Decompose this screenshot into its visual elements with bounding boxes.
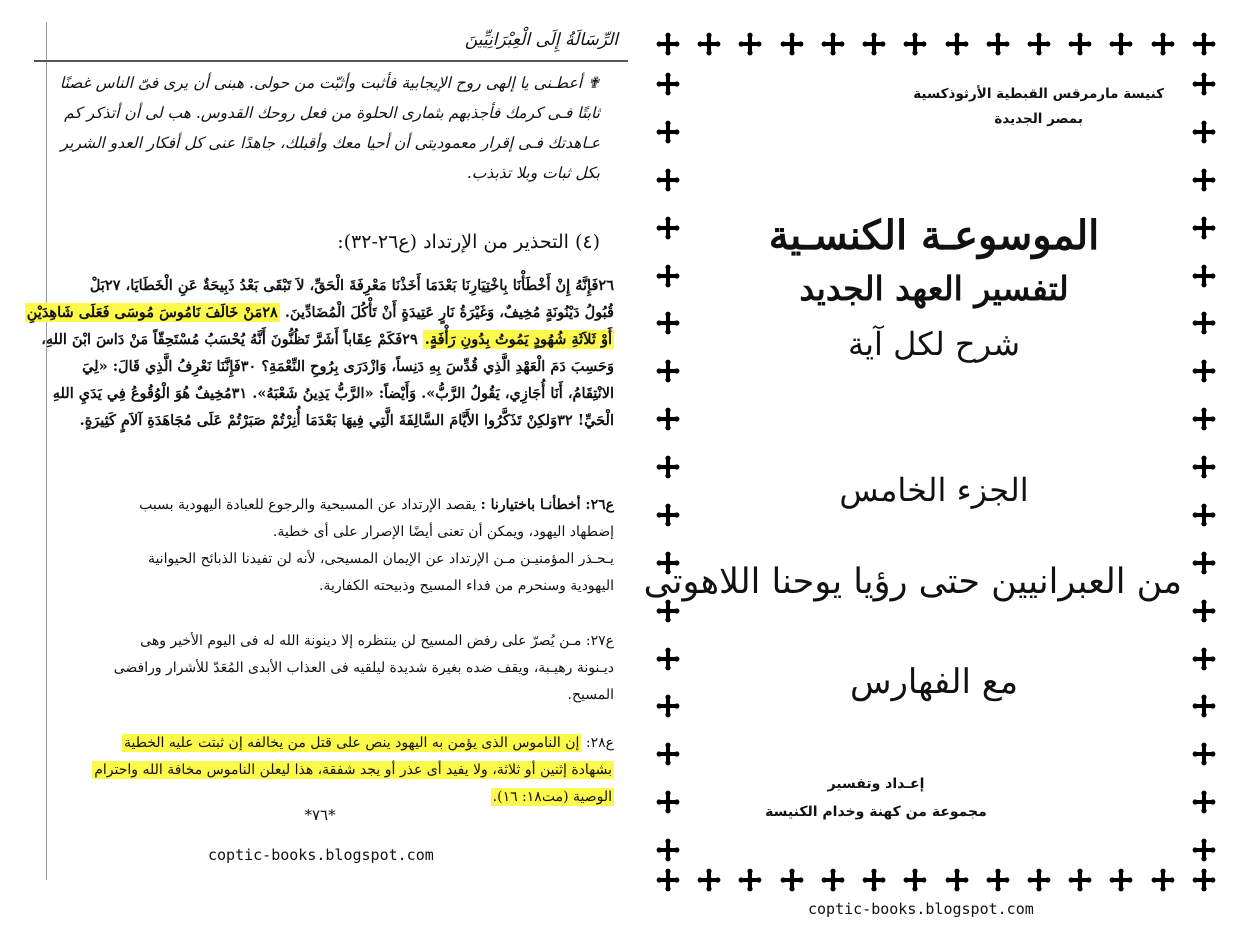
ornament-border-left <box>656 72 680 862</box>
ornament-border-top <box>656 32 1216 56</box>
coptic-cross-icon <box>1192 72 1216 96</box>
right-page <box>643 0 1242 942</box>
coptic-cross-icon <box>656 311 680 335</box>
coptic-cross-icon <box>656 72 680 96</box>
prepared-label: إعـداد وتفسير <box>827 776 925 792</box>
coptic-cross-icon <box>656 120 680 144</box>
sub-title: لتفسير العهد الجديد <box>799 269 1069 308</box>
coptic-cross-icon <box>656 838 680 862</box>
coptic-cross-icon <box>656 359 680 383</box>
commentary-line: يـحـذر المؤمنيـن مـن الإرتداد عن الإيمان المسيحى، لأنه لن تفيدنا الذبائح الحيوانية <box>147 551 614 567</box>
ornament-border-bottom <box>656 868 1216 892</box>
part-label: الجزء الخامس <box>839 471 1029 509</box>
main-title: الموسوعـة الكنسـية <box>768 212 1100 259</box>
prayer-paragraph <box>40 68 600 188</box>
books-range: من العبرانيين حتى رؤيا يوحنا اللاهوتى <box>643 562 1182 602</box>
coptic-cross-icon <box>656 216 680 240</box>
church-line: كنيسة مارمرقس القبطية الأرثوذكسية <box>913 86 1164 102</box>
running-head: الرِّسَالَةُ إِلَى الْعِبْرَانِيِّينَ <box>464 30 618 50</box>
header-rule <box>34 60 628 62</box>
coptic-cross-icon <box>1192 647 1216 671</box>
coptic-cross-icon <box>1192 32 1216 56</box>
coptic-cross-icon <box>1192 838 1216 862</box>
indexes-label: مع الفهارس <box>849 662 1019 702</box>
prepared-group: مجموعة من كهنة وخدام الكنيسة <box>765 804 987 820</box>
commentary-lead: ع٢٨: <box>581 735 614 751</box>
prayer-line: بكل ثبات وبلا تذبذب. <box>466 164 600 182</box>
coptic-cross-icon <box>1192 264 1216 288</box>
coptic-cross-icon <box>1192 868 1216 892</box>
coptic-cross-icon <box>1192 694 1216 718</box>
scripture-line: الْحَيِّ! ٣٢وَلكِنْ تَذَكَّرُوا الأَيَّامَ السَّالِفَةَ الَّتِي فِيهَا بَعْدَمَا أُنِرْتُمْ صَبَرْتُمْ عَلَى مُجَاهَدَةِ آلاَمٍ كَثِيرَةٍ. <box>79 412 614 429</box>
coptic-cross-icon <box>738 868 762 892</box>
commentary-line: ع٢٧: مـن يُصرّ على رفض المسيح لن ينتظره إلا دينونة الله له فى اليوم الأخير وهى <box>140 633 614 649</box>
coptic-cross-icon <box>1068 868 1092 892</box>
coptic-cross-icon <box>1192 407 1216 431</box>
coptic-cross-icon <box>656 503 680 527</box>
coptic-cross-icon <box>656 790 680 814</box>
coptic-cross-icon <box>1192 455 1216 479</box>
coptic-cross-icon <box>1192 120 1216 144</box>
coptic-cross-icon <box>1068 32 1092 56</box>
coptic-cross-icon <box>862 868 886 892</box>
commentary-line <box>30 492 614 519</box>
coptic-cross-icon <box>1027 868 1051 892</box>
coptic-cross-icon <box>656 264 680 288</box>
coptic-cross-icon <box>1192 503 1216 527</box>
commentary-line: ديـنونة رهيـبة، ويقف ضده بغيرة شديدة ليلقيه فى العذاب الأبدى المُعَدّ للأشرار ورافضى <box>113 660 614 676</box>
coptic-cross-icon <box>697 32 721 56</box>
coptic-cross-icon <box>780 868 804 892</box>
commentary-line <box>30 730 614 757</box>
coptic-cross-icon <box>1027 32 1051 56</box>
coptic-cross-icon <box>945 868 969 892</box>
church-name <box>913 82 1164 132</box>
coptic-cross-icon <box>1192 599 1216 623</box>
coptic-cross-icon <box>656 647 680 671</box>
coptic-cross-icon <box>1151 868 1175 892</box>
coptic-cross-icon <box>1192 216 1216 240</box>
ornament-border-right <box>1192 72 1216 862</box>
scripture-text: قُبُولُ دَيْنُونَةٍ مُخِيفٌ، وَغَيْرَةُ نَارٍ عَتِيدَةٍ أَنْ تَأْكُلَ الْمُضَادِّينَ. <box>284 304 614 321</box>
commentary-verse-27 <box>30 628 614 709</box>
prepared-by <box>736 770 1016 826</box>
coptic-cross-icon <box>656 32 680 56</box>
coptic-cross-icon <box>656 407 680 431</box>
coptic-cross-icon <box>986 32 1010 56</box>
coptic-cross-icon <box>780 32 804 56</box>
coptic-cross-icon <box>986 868 1010 892</box>
scripture-line: الانْتِقَامُ، أَنَا أُجَازِي، يَقُولُ الرَّبُّ». وَأَيْضاً: «الرَّبُّ يَدِينُ شَعْبَهُ». ٣١مُخِيفٌ هُوَ الْوُقُوعُ فِي يَدَيِ اللهِ <box>52 385 614 402</box>
coptic-cross-icon <box>656 742 680 766</box>
coptic-cross-icon <box>697 868 721 892</box>
section-title: (٤) التحذير من الإرتداد (ع٢٦-٣٢): <box>337 231 600 253</box>
explanation-caption: شرح لكل آية <box>847 325 1021 363</box>
commentary-line: المسيح. <box>567 687 614 703</box>
coptic-cross-icon <box>656 868 680 892</box>
coptic-cross-icon <box>1192 551 1216 575</box>
coptic-cross-icon <box>821 868 845 892</box>
coptic-cross-icon <box>1192 311 1216 335</box>
scripture-line <box>26 299 614 326</box>
coptic-cross-icon <box>1109 32 1133 56</box>
coptic-cross-icon <box>1192 790 1216 814</box>
coptic-cross-icon <box>1192 359 1216 383</box>
scripture-passage <box>26 272 614 434</box>
coptic-cross-icon <box>1109 868 1133 892</box>
highlighted-commentary: الوصية (مت١٨: ١٦). <box>492 789 612 805</box>
coptic-cross-icon <box>1192 742 1216 766</box>
watermark-text: coptic-books.blogspot.com <box>808 900 1034 918</box>
commentary-lead: ع٢٦: أخطأنـا باختيارنا : <box>480 497 614 513</box>
coptic-cross-icon <box>1192 168 1216 192</box>
scripture-text: ٢٩فَكَمْ عِقَاباً أَشَرَّ تَظُنُّونَ أَنَّهُ يُحْسَبُ مُسْتَحِقّاً مَنْ دَاسَ ابْنَ اللهِ، <box>41 331 418 348</box>
coptic-cross-icon <box>903 32 927 56</box>
prayer-line: ثابتًا فـى كرمك فأجذبهم بثمارى الحلوة من فعل روحك القدوس. هب لى أن أتذكر كم <box>64 104 600 122</box>
highlighted-verse: أَوْ ثَلاَثَةِ شُهُودٍ يَمُوتُ بِدُونِ رَأْفَةٍ. <box>424 331 612 348</box>
commentary-verse-26 <box>30 492 614 600</box>
coptic-cross-icon <box>656 694 680 718</box>
coptic-cross-icon <box>862 32 886 56</box>
coptic-cross-icon <box>945 32 969 56</box>
prayer-line: عـاهدتك فـى إقرار معموديتى أن أحيا معك وأقبلك، جاهدًا عنى كل أفكار العدو الشرير <box>60 134 600 152</box>
watermark-text: coptic-books.blogspot.com <box>208 846 434 864</box>
scripture-line: وَحَسِبَ دَمَ الْعَهْدِ الَّذِي قُدِّسَ بِهِ دَنِساً، وَازْدَرَى بِرُوحِ النِّعْمَةِ؟ ٣٠فَإِنَّنَا نَعْرِفُ الَّذِي قَالَ: «لِيَ <box>82 358 614 375</box>
coptic-cross-icon <box>656 455 680 479</box>
scripture-line <box>30 326 614 353</box>
coptic-cross-icon <box>738 32 762 56</box>
commentary-line: إضطهاد اليهود، ويمكن أن تعنى أيضًا الإصرار على أى خطية. <box>272 524 614 540</box>
highlighted-verse: ٢٨مَنْ خَالَفَ نَامُوسَ مُوسَى فَعَلَى شَاهِدَيْنِ <box>26 304 278 321</box>
coptic-cross-icon <box>1151 32 1175 56</box>
highlighted-commentary: إن الناموس الذى يؤمن به اليهود ينص على قتل من يخالفه إن ثبتت عليه الخطية <box>123 735 580 751</box>
church-line: بمصر الجديدة <box>994 111 1083 127</box>
coptic-cross-icon <box>903 868 927 892</box>
commentary-line: اليهودية وسنحرم من فداء المسيح وذبيحته الكفارية. <box>319 578 614 594</box>
commentary-text: يقصد الإرتداد عن المسيحية والرجوع للعبادة اليهودية بسبب <box>139 497 481 513</box>
page-number: *٧٦* <box>304 806 336 824</box>
coptic-cross-icon <box>821 32 845 56</box>
coptic-cross-icon <box>656 168 680 192</box>
prayer-line: ✟ أعطـنى يا إلهى روح الإيجابية فأثبت وأثبّت من حولى. هبنى أن يرى فىّ الناس غصنًا <box>59 74 600 92</box>
commentary-verse-28 <box>30 730 614 811</box>
commentary-line <box>30 757 614 784</box>
scripture-line: ٢٦فَإِنَّهُ إِنْ أَخْطَأْنَا بِاخْتِيَارِنَا بَعْدَمَا أَخَذْنَا مَعْرِفَةَ الْحَقِّ، لاَ تَبْقَى بَعْدُ ذَبِيحَةٌ عَنِ الْخَطَايَا، ٢٧بَلْ <box>89 277 614 294</box>
highlighted-commentary: بشهادة إثنين أو ثلاثة، ولا يفيد أى عذر أو يجد شفقة، هذا ليعلن الناموس مخافة الله واحترام <box>94 762 612 778</box>
